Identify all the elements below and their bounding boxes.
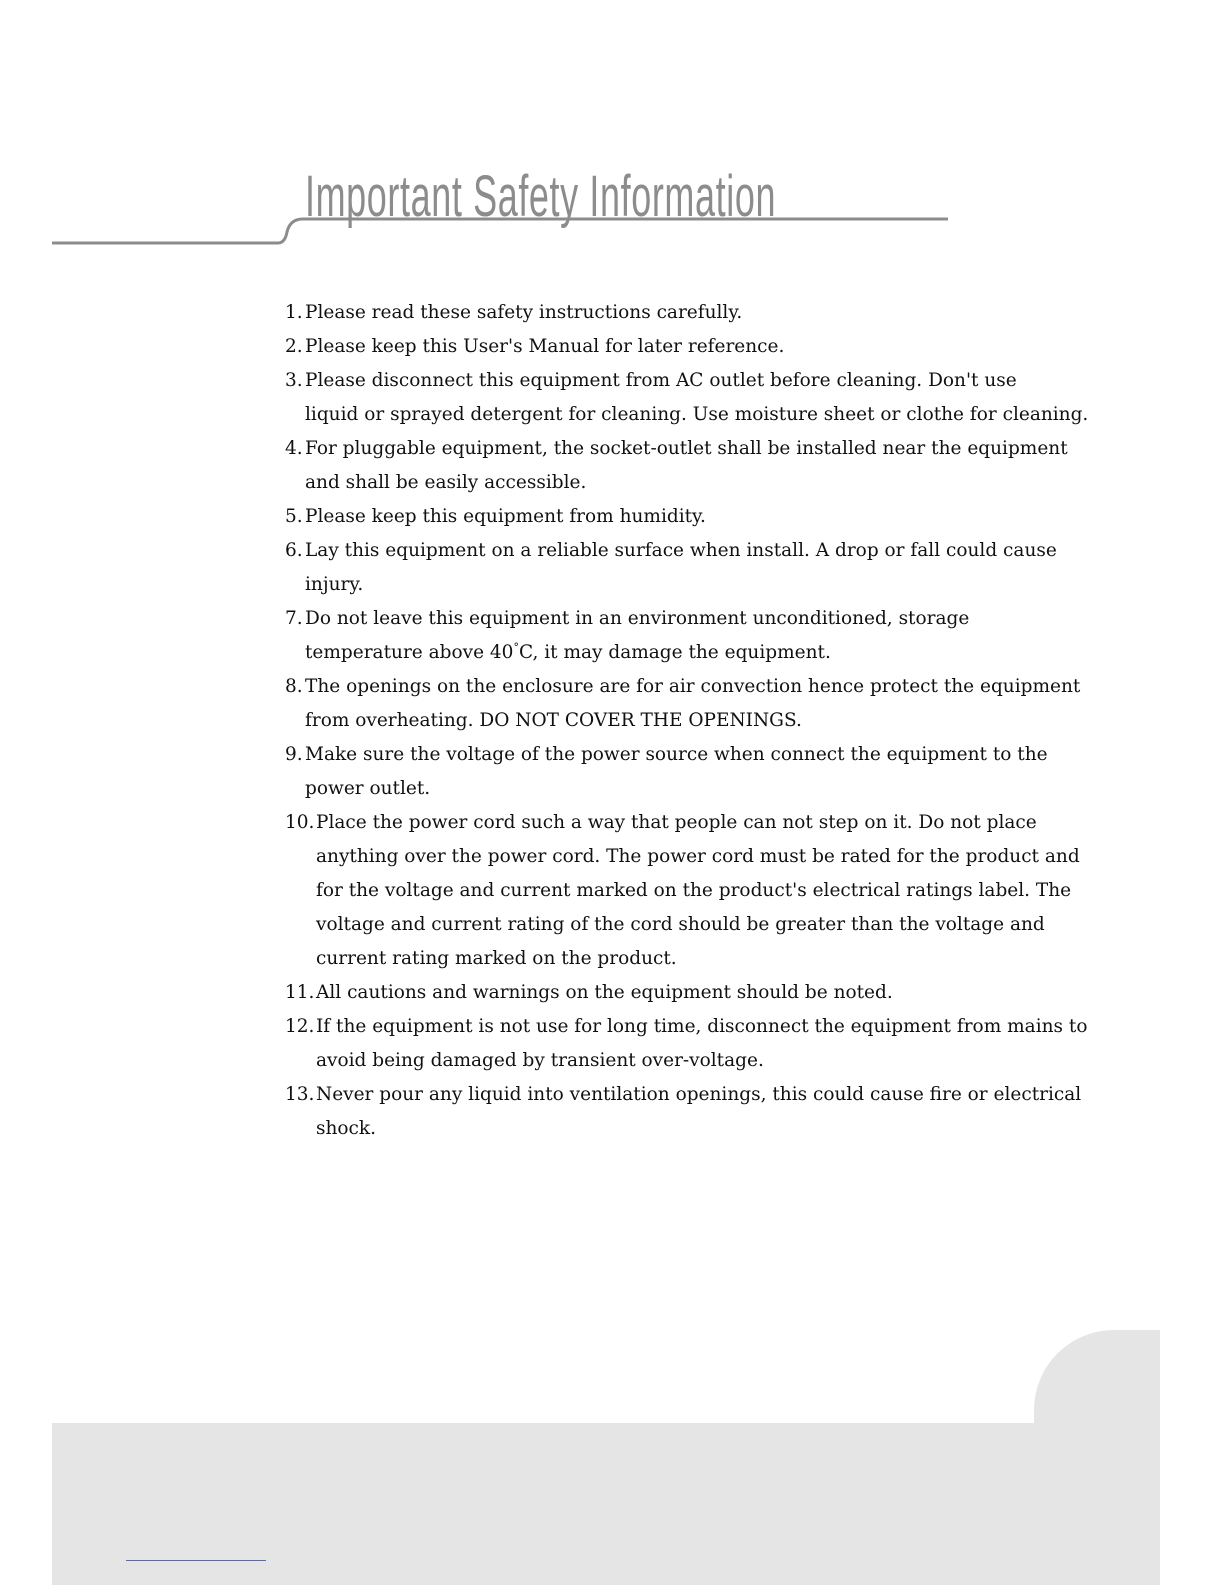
instruction-line: shock. bbox=[316, 1118, 376, 1139]
instruction-text bbox=[301, 670, 1120, 738]
instruction-number: 9. bbox=[285, 744, 303, 765]
instruction-line: Please disconnect this equipment from AC outlet before cleaning. Don't use bbox=[305, 370, 1017, 391]
instruction-number: 8. bbox=[285, 676, 303, 697]
instruction-line: power outlet. bbox=[305, 778, 431, 799]
instruction-line: for the voltage and current marked on the product's electrical ratings label. The bbox=[316, 880, 1072, 901]
instruction-text bbox=[301, 602, 1120, 670]
instruction-line: If the equipment is not use for long time, disconnect the equipment from mains to bbox=[316, 1016, 1088, 1037]
instruction-number: 13. bbox=[285, 1084, 315, 1105]
instruction-text bbox=[301, 534, 1120, 602]
instruction-line: voltage and current rating of the cord should be greater than the voltage and bbox=[316, 914, 1045, 935]
instruction-text bbox=[312, 806, 1120, 976]
instruction-line: For pluggable equipment, the socket-outlet shall be installed near the equipment bbox=[305, 438, 1068, 459]
instruction-item bbox=[285, 602, 1120, 670]
instruction-line: Do not leave this equipment in an environment unconditioned, storage bbox=[305, 608, 970, 629]
instruction-line: Please keep this equipment from humidity. bbox=[305, 506, 706, 527]
instruction-text bbox=[301, 364, 1120, 432]
instruction-line: liquid or sprayed detergent for cleaning. Use moisture sheet or clothe for cleaning. bbox=[305, 404, 1089, 425]
instruction-item bbox=[285, 534, 1120, 602]
instruction-number: 5. bbox=[285, 506, 303, 527]
instruction-number: 7. bbox=[285, 608, 303, 629]
instruction-line: Place the power cord such a way that people can not step on it. Do not place bbox=[316, 812, 1037, 833]
instruction-line: Make sure the voltage of the power source when connect the equipment to the bbox=[305, 744, 1048, 765]
instruction-line: Lay this equipment on a reliable surface when install. A drop or fall could cause bbox=[305, 540, 1057, 561]
instruction-line: current rating marked on the product. bbox=[316, 948, 677, 969]
instruction-item bbox=[285, 976, 1120, 1010]
instruction-line: Never pour any liquid into ventilation openings, this could cause fire or electrical bbox=[316, 1084, 1082, 1105]
instruction-item bbox=[285, 1078, 1120, 1146]
instruction-line: The openings on the enclosure are for air convection hence protect the equipment bbox=[305, 676, 1081, 697]
instruction-item bbox=[285, 1010, 1120, 1078]
instruction-item bbox=[285, 432, 1120, 500]
instruction-item bbox=[285, 296, 1120, 330]
instruction-item bbox=[285, 806, 1120, 976]
instruction-line: All cautions and warnings on the equipment should be noted. bbox=[316, 982, 893, 1003]
instruction-line: Please read these safety instructions carefully. bbox=[305, 302, 743, 323]
instruction-line: injury. bbox=[305, 574, 364, 595]
instruction-item bbox=[285, 500, 1120, 534]
instruction-text bbox=[312, 1010, 1120, 1078]
instruction-item bbox=[285, 330, 1120, 364]
instruction-number: 3. bbox=[285, 370, 303, 391]
safety-instructions-list bbox=[285, 296, 1120, 1146]
instruction-text bbox=[301, 330, 1120, 364]
page-title: Important Safety Information bbox=[305, 164, 777, 229]
instruction-number: 11. bbox=[285, 982, 315, 1003]
instruction-line: Please keep this User's Manual for later reference. bbox=[305, 336, 785, 357]
footer-underline bbox=[126, 1560, 266, 1561]
instruction-line: from overheating. DO NOT COVER THE OPENINGS. bbox=[305, 710, 802, 731]
instruction-item bbox=[285, 670, 1120, 738]
instruction-number: 2. bbox=[285, 336, 303, 357]
instruction-line: temperature above 40°C, it may damage the equipment. bbox=[305, 640, 831, 663]
instruction-number: 4. bbox=[285, 438, 303, 459]
degree-sign: ° bbox=[513, 640, 519, 654]
instruction-line: and shall be easily accessible. bbox=[305, 472, 587, 493]
instruction-line: avoid being damaged by transient over-voltage. bbox=[316, 1050, 764, 1071]
instruction-text bbox=[301, 296, 1120, 330]
instruction-text bbox=[312, 1078, 1120, 1146]
instruction-text bbox=[312, 976, 1120, 1010]
instruction-number: 12. bbox=[285, 1016, 315, 1037]
instruction-line: anything over the power cord. The power cord must be rated for the product and bbox=[316, 846, 1080, 867]
instruction-number: 1. bbox=[285, 302, 303, 323]
instruction-item bbox=[285, 738, 1120, 806]
instruction-number: 10. bbox=[285, 812, 315, 833]
footer-page-tab bbox=[1034, 1330, 1160, 1426]
instruction-text bbox=[301, 432, 1120, 500]
instruction-text bbox=[301, 738, 1120, 806]
instruction-item bbox=[285, 364, 1120, 432]
instruction-number: 6. bbox=[285, 540, 303, 561]
instruction-text bbox=[301, 500, 1120, 534]
